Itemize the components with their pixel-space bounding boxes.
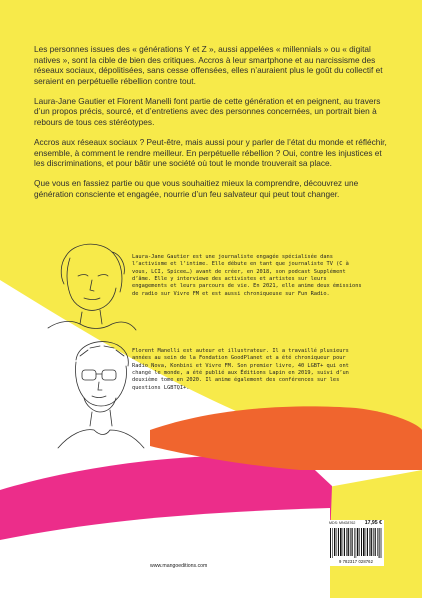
isbn-number: 9 782317 028762 [338, 559, 374, 564]
barcode-code: MDS: MNG8762 [329, 521, 356, 525]
intro-paragraph-3: Accros aux réseaux sociaux ? Peut-être, mais aussi pour y parler de l’état du monde et réfléchir, ensemble, à comment le rendre meilleur. En perpétuelle rébellion ? Oui, contre les injustices et les discriminations, et pour bâtir une société où tout le monde trouverait sa place. [34, 137, 387, 169]
barcode-bars [330, 528, 382, 558]
laura-bio: Laura-Jane Gautier est une journaliste engagée spécialisée dans l’activisme et l’intime. Elle débute en tant que journaliste TV (C à vous, LCI, Spicee…) avant de créer, en 2018, son podcast Supplément d’âme. Elle y interviewe des activistes et artistes sur leurs engagements et leurs parcours de vie. En 2021, elle anime deux émissions de radio sur Vivre FM et est aussi chroniqueuse sur Fun Radio. [132, 254, 362, 297]
florent-bio: Florent Manelli est auteur et illustrateur. Il a travaillé plusieurs années au sein de la Fondation GoodPlanet et a été chroniqueur pour Radio Nova, Konbini et Vivre FM. Son premier livre, 40 LGBT+ qui ont changé le monde, a été publié aux Éditions Lapin en 2019, suivi d’un deuxième tome en 2020. Il anime également des conférences sur les questions LGBTQI+. [132, 348, 349, 391]
intro-paragraph-4: Que vous en fassiez partie ou que vous souhaitiez mieux la comprendre, découvrez une génération consciente et engagée, nourrie d’un feu salvateur qui peut tout changer. [34, 178, 359, 200]
description-text [34, 44, 390, 209]
intro-paragraph-2: Laura-Jane Gautier et Florent Manelli font partie de cette génération et en peignent, au travers d’un propos précis, sourcé, et d’entretiens avec des personnes concernées, un portrait bien à rebours de tous ces stéréotypes. [34, 95, 381, 128]
price: 17,95 € [364, 520, 382, 526]
intro-paragraph-1: Les personnes issues des « générations Y et Z », aussi appelées « millennials » ou « digital natives », sont la cible de bien des critiques. Accros à leur smartphone et au narcissisme des réseaux sociaux, dépolitisées, sans cesse offensées, elles n’auraient plus le goût du collectif et seraient en perpétuelle rébellion contre tout. [34, 44, 383, 86]
barcode-label [328, 520, 384, 566]
laura-portrait-illustration [30, 236, 140, 332]
publisher-website: www.mangoeditions.com [150, 563, 208, 569]
